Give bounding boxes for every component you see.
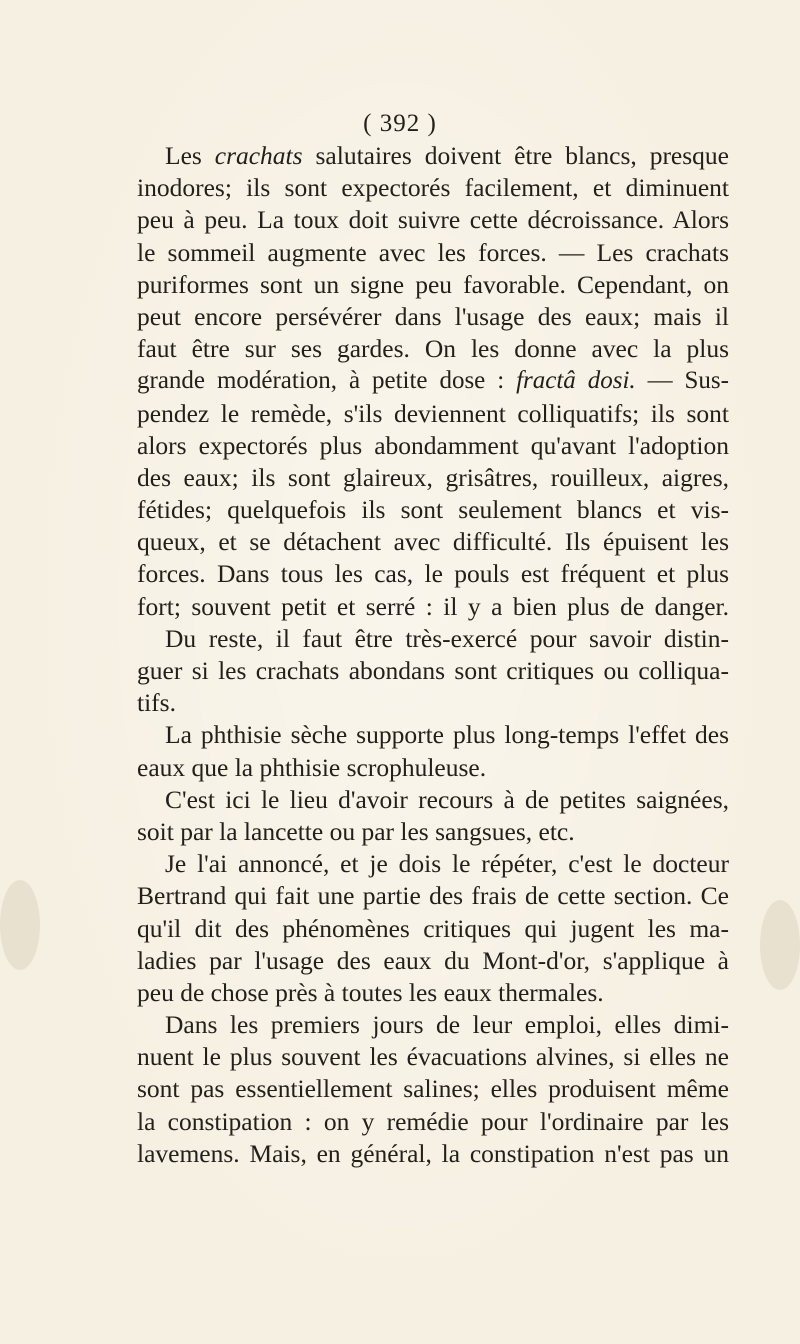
line-text: — Sus- bbox=[635, 367, 729, 395]
text-line bbox=[137, 269, 729, 301]
text-line bbox=[137, 848, 729, 880]
text-line bbox=[137, 623, 729, 655]
line-text: peu à peu. La toux doit suivre cette décroissance. Alors bbox=[137, 205, 729, 235]
paper-stain bbox=[760, 900, 800, 990]
text-line bbox=[137, 172, 729, 204]
page-number: ( 392 ) bbox=[363, 110, 437, 137]
line-text: sont pas essentiellement salines; elles produisent même bbox=[137, 1074, 729, 1104]
line-text: guer si les crachats abondans sont critiques ou colliqua- bbox=[137, 656, 729, 685]
text-line bbox=[137, 752, 729, 784]
line-text: alors expectorés plus abondamment qu'avant l'adoption bbox=[137, 430, 729, 460]
line-text: Du reste, il faut être très-exercé pour savoir distin- bbox=[165, 623, 729, 653]
text-line bbox=[137, 558, 729, 590]
line-text: queux, et se détachent avec difficulté. Ils épuisent les bbox=[137, 527, 729, 557]
text-line bbox=[137, 204, 729, 236]
line-text: pendez le remède, s'ils deviennent colliquatifs; ils sont bbox=[137, 398, 729, 428]
text-line bbox=[137, 687, 729, 719]
line-text: Je l'ai annoncé, et je dois le répéter, c'est le docteur bbox=[165, 849, 729, 879]
text-line bbox=[137, 398, 729, 430]
line-text: forces. Dans tous les cas, le pouls est fréquent et plus bbox=[137, 559, 729, 589]
italic-text: fractâ dosi. bbox=[516, 367, 636, 395]
line-text: le sommeil augmente avec les forces. — Les crachats bbox=[137, 237, 729, 267]
text-line bbox=[137, 945, 729, 977]
text-line bbox=[137, 140, 729, 172]
text-line bbox=[137, 462, 729, 494]
body-text bbox=[137, 140, 729, 1170]
line-text: eaux que la phthisie scrophuleuse. bbox=[137, 752, 487, 782]
line-text: grande modération, à petite dose : bbox=[137, 367, 517, 395]
text-line bbox=[137, 591, 729, 623]
line-text: inodores; ils sont expectorés facilement, et diminuent bbox=[137, 173, 729, 203]
line-text: fétides; quelquefois ils sont seulement blancs et vis- bbox=[137, 495, 729, 525]
line-text: ladies par l'usage des eaux du Mont-d'or, s'applique à bbox=[137, 945, 729, 975]
text-line bbox=[137, 430, 729, 462]
text-line bbox=[137, 333, 729, 365]
text-line bbox=[137, 1106, 729, 1138]
text-line bbox=[137, 1138, 729, 1170]
line-text: faut être sur ses gardes. On les donne avec la plus bbox=[137, 334, 729, 364]
text-line bbox=[137, 977, 729, 1009]
text-line bbox=[137, 1073, 729, 1105]
text-line bbox=[137, 1041, 729, 1073]
line-text: soit par la lancette ou par les sangsues, etc. bbox=[137, 816, 575, 846]
line-text: la constipation : on y remédie pour l'ordinaire par les bbox=[137, 1106, 729, 1136]
line-text: tifs. bbox=[137, 688, 176, 718]
line-text: fort; souvent petit et serré : il y a bien plus de danger. bbox=[137, 591, 729, 621]
line-text: nuent le plus souvent les évacuations alvines, si elles ne bbox=[137, 1042, 729, 1072]
text-line bbox=[137, 365, 729, 397]
line-text: peut encore persévérer dans l'usage des eaux; mais il bbox=[137, 301, 729, 331]
italic-text: crachats bbox=[214, 141, 303, 170]
text-line bbox=[137, 880, 729, 912]
text-line bbox=[137, 655, 729, 687]
paper-stain bbox=[0, 880, 40, 970]
line-text: La phthisie sèche supporte plus long-temps l'effet des bbox=[165, 720, 729, 750]
line-text: Bertrand qui fait une partie des frais de cette section. Ce bbox=[137, 881, 729, 911]
text-line bbox=[137, 1009, 729, 1041]
text-line bbox=[137, 719, 729, 751]
text-line bbox=[137, 526, 729, 558]
line-text: qu'il dit des phénomènes critiques qui jugent les ma- bbox=[137, 913, 729, 943]
line-text: des eaux; ils sont glaireux, grisâtres, rouilleux, aigres, bbox=[137, 462, 729, 492]
line-text: Dans les premiers jours de leur emploi, elles dimi- bbox=[165, 1010, 729, 1040]
text-line bbox=[137, 784, 729, 816]
text-line bbox=[137, 816, 729, 848]
line-text: salutaires doivent être blancs, presque bbox=[302, 141, 729, 170]
line-text: Les bbox=[165, 141, 215, 170]
text-line bbox=[137, 494, 729, 526]
line-text: puriformes sont un signe peu favorable. Cependant, on bbox=[137, 269, 729, 299]
text-line bbox=[137, 237, 729, 269]
text-line bbox=[137, 301, 729, 333]
text-line bbox=[137, 913, 729, 945]
line-text: lavemens. Mais, en général, la constipation n'est pas un bbox=[137, 1138, 729, 1168]
line-text: peu de chose près à toutes les eaux thermales. bbox=[137, 977, 604, 1007]
line-text: C'est ici le lieu d'avoir recours à de petites saignées, bbox=[165, 784, 729, 814]
